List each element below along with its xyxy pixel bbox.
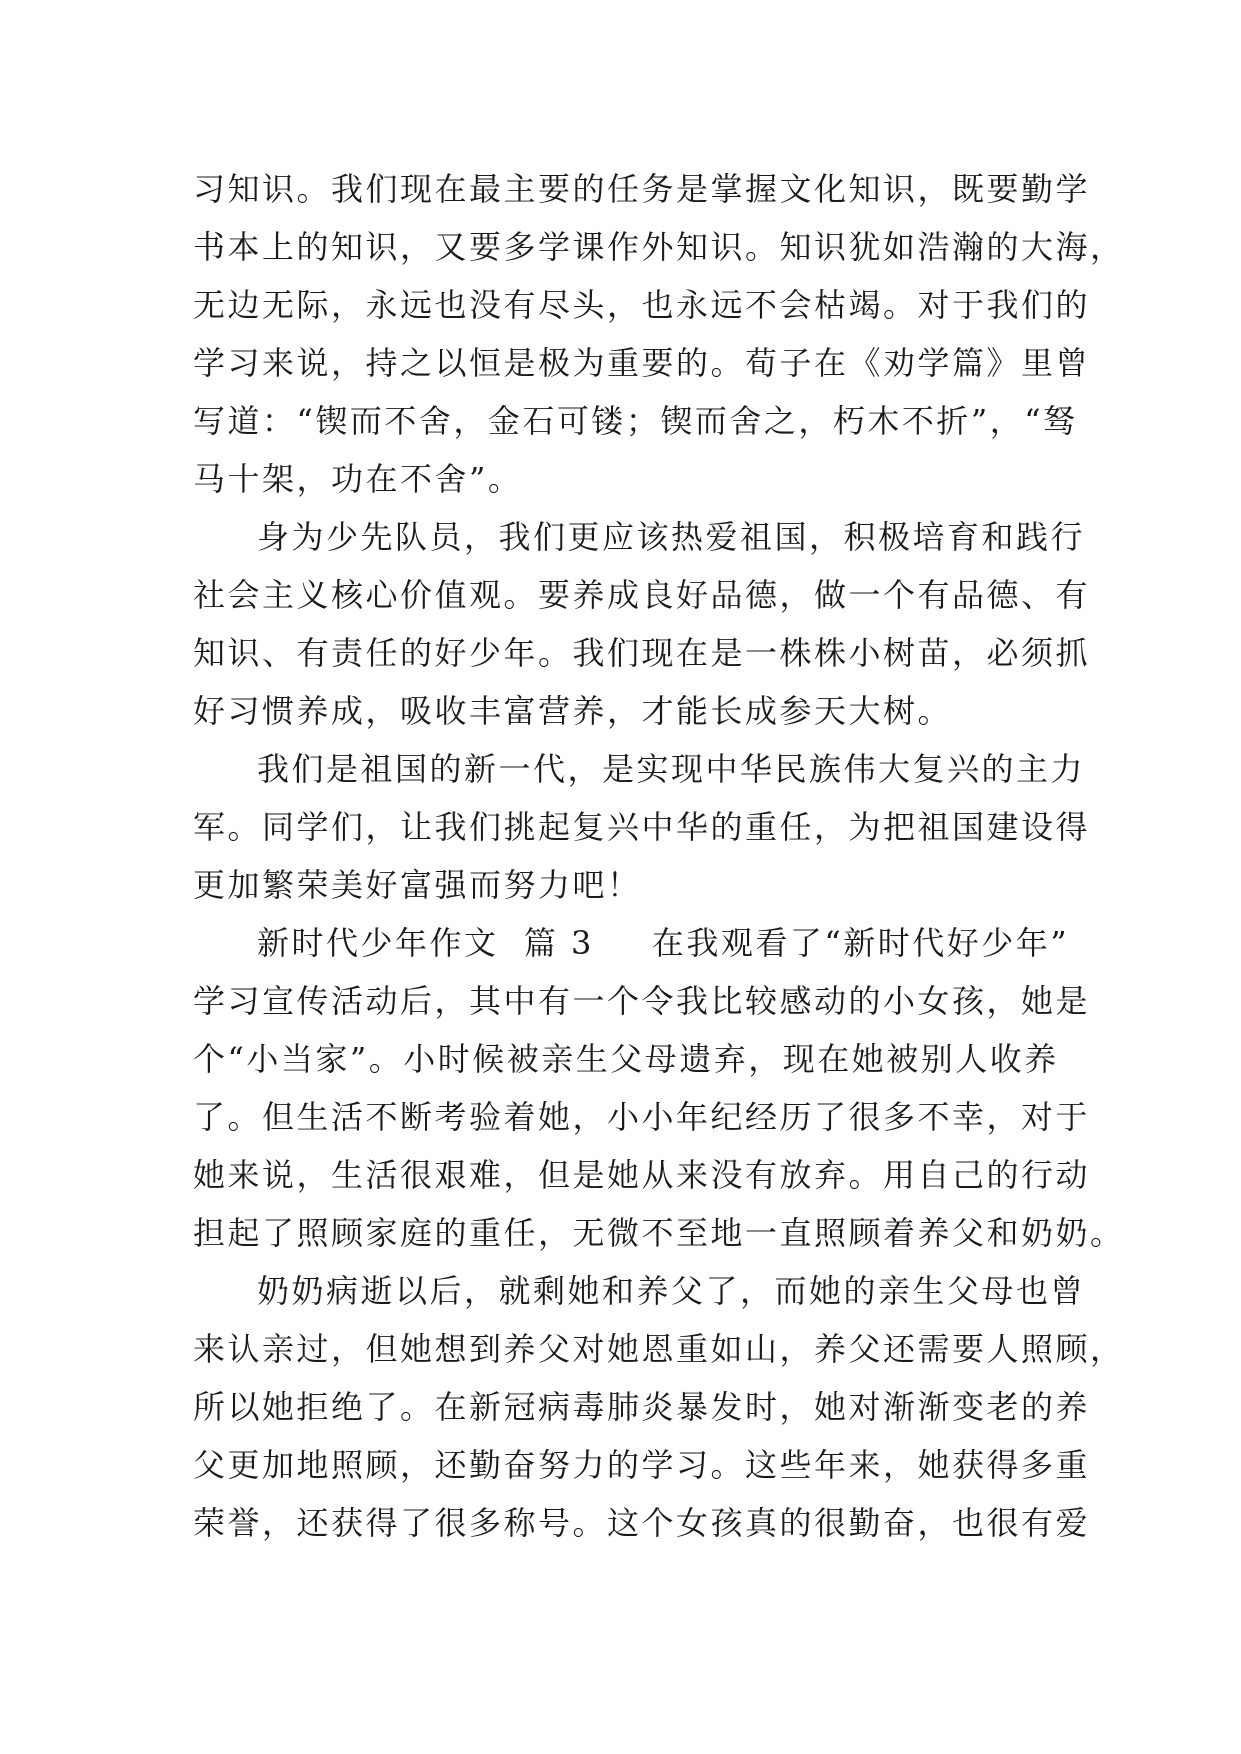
document-body	[193, 160, 1125, 1552]
text-line: 好习惯养成，吸收丰富营养，才能长成参天大树。	[193, 692, 953, 730]
text-line: 我们是祖国的新一代，是实现中华民族伟大复兴的主力	[257, 750, 1086, 788]
text-line: 军。同学们，让我们挑起复兴中华的重任，为把祖国建设得	[193, 808, 1091, 846]
text-line: 书本上的知识，又要多学课作外知识。知识犹如浩瀚的大海，	[193, 228, 1125, 266]
text-line: 社会主义核心价值观。要养成良好品德，做一个有品德、有	[193, 576, 1091, 614]
text-line: 写道：“锲而不舍，金石可镂；锲而舍之，朽木不折”，“驽	[193, 402, 1078, 440]
text-line: 奶奶病逝以后，就剩她和养父了，而她的亲生父母也曾	[257, 1272, 1086, 1310]
section-heading: 新时代少年作文 篇 3	[257, 924, 594, 962]
text-line: 担起了照顾家庭的重任，无微不至地一直照顾着养父和奶奶。	[193, 1214, 1125, 1252]
text-line: 身为少先队员，我们更应该热爱祖国，积极培育和践行	[257, 518, 1086, 556]
text-line: 来认亲过，但她想到养父对她恩重如山，养父还需要人照顾，	[193, 1330, 1125, 1368]
text-line: 她来说，生活很艰难，但是她从来没有放弃。用自己的行动	[193, 1156, 1091, 1194]
text-line: 马十架，功在不舍”。	[193, 460, 523, 498]
text-line: 个“小当家”。小时候被亲生父母遗弃，现在她被别人收养	[193, 1040, 1059, 1078]
section-heading-line	[193, 914, 1070, 972]
text-line: 知识、有责任的好少年。我们现在是一株株小树苗，必须抓	[193, 634, 1091, 672]
text-line: 更加繁荣美好富强而努力吧！	[193, 866, 642, 904]
text-line: 荣誉，还获得了很多称号。这个女孩真的很勤奋，也很有爱	[193, 1504, 1091, 1542]
text-line-fragment: 在我观看了“新时代好少年”	[651, 924, 1070, 962]
text-line: 父更加地照顾，还勤奋努力的学习。这些年来，她获得多重	[193, 1446, 1091, 1484]
text-line: 学习宣传活动后，其中有一个令我比较感动的小女孩，她是	[193, 982, 1091, 1020]
text-line: 习知识。我们现在最主要的任务是掌握文化知识，既要勤学	[193, 170, 1091, 208]
text-line: 所以她拒绝了。在新冠病毒肺炎暴发时，她对渐渐变老的养	[193, 1388, 1091, 1426]
text-line: 了。但生活不断考验着她，小小年纪经历了很多不幸，对于	[193, 1098, 1091, 1136]
text-line: 学习来说，持之以恒是极为重要的。荀子在《劝学篇》里曾	[193, 344, 1091, 382]
text-line: 无边无际，永远也没有尽头，也永远不会枯竭。对于我们的	[193, 286, 1091, 324]
